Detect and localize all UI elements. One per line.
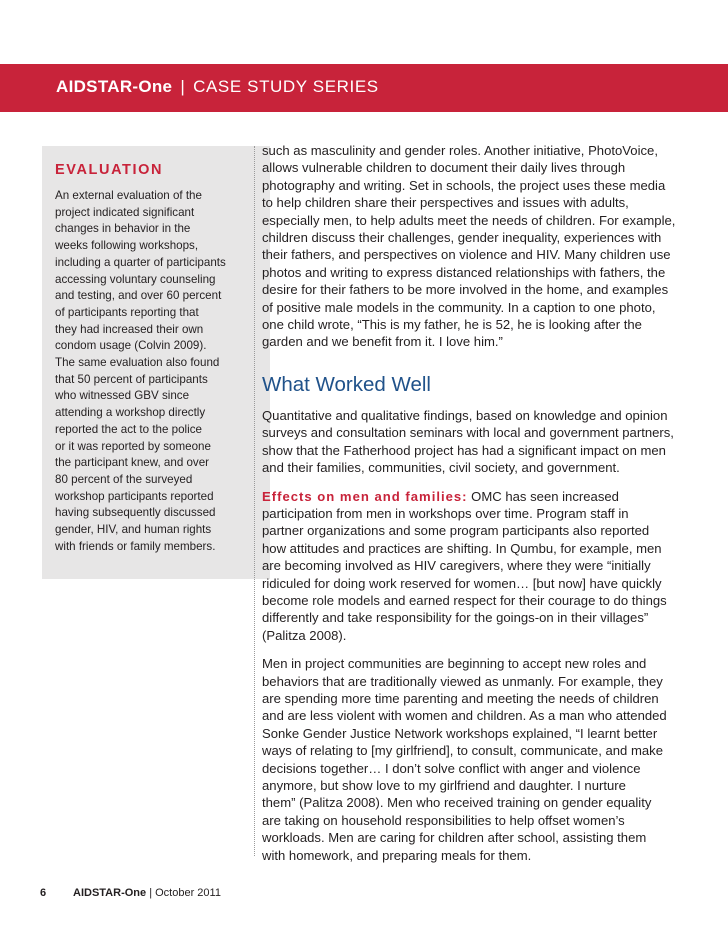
text-line: and are less violent with women and children. As a man who attended (262, 708, 667, 724)
sidebar-line: with friends or family members. (55, 539, 216, 553)
text-line: show that the Fatherhood project has had a significant impact on men (262, 442, 666, 458)
sidebar-line: they had increased their own (55, 322, 204, 336)
findings-paragraph (262, 407, 702, 477)
page-footer (40, 887, 221, 899)
sidebar-line: reported the act to the police (55, 422, 202, 436)
sidebar-line: and testing, and over 60 percent (55, 289, 222, 303)
sidebar-line: of participants reporting that (55, 305, 199, 319)
sidebar-line: or it was reported by someone (55, 439, 211, 453)
header-separator: | (180, 77, 186, 96)
text-line: how attitudes and practices are shifting. In Qumbu, for example, men (262, 540, 662, 556)
text-line: participation from men in workshops over time. Program staff in (262, 505, 629, 521)
text-line: desire for their fathers to be more involved in the home, and examples (262, 282, 669, 298)
sidebar-line: changes in behavior in the (55, 222, 191, 236)
effects-lead: OMC has seen increased (467, 488, 619, 504)
text-line: to help children share their perspectives and issues with adults, (262, 195, 629, 211)
sidebar-line: 80 percent of the surveyed (55, 472, 193, 486)
text-line: especially men, to help adults meet the needs of children. For example, (262, 212, 676, 228)
text-line: and their families, communities, civil society, and government. (262, 460, 620, 476)
sidebar-line: including a quarter of participants (55, 255, 226, 269)
text-line: become role models and earned respect for their courage to do things (262, 592, 667, 608)
text-line: Sonke Gender Justice Network workshops explained, “I learnt better (262, 725, 658, 741)
text-line: workloads. Men are caring for children after school, assisting them (262, 830, 647, 846)
text-line: ways of relating to [my girlfriend], to consult, communicate, and make (262, 743, 663, 759)
text-line: children discuss their challenges, gender inequality, experiences with (262, 230, 662, 246)
sidebar-body (55, 188, 265, 555)
sidebar-line: project indicated significant (55, 205, 195, 219)
main-column (262, 142, 702, 875)
intro-paragraph (262, 142, 702, 351)
header-brand: AIDSTAR-One (56, 77, 173, 96)
text-line: them” (Palitza 2008). Men who received training on gender equality (262, 795, 652, 811)
text-line: photos and writing to express distanced relationships with fathers, the (262, 264, 666, 280)
text-line: allows vulnerable children to document their daily lives through (262, 160, 626, 176)
page-number: 6 (40, 887, 47, 899)
sidebar-line: weeks following workshops, (55, 239, 199, 253)
text-line (262, 488, 702, 505)
sidebar-line: that 50 percent of participants (55, 372, 208, 386)
header-series: CASE STUDY SERIES (193, 77, 379, 96)
text-line: differently and take responsibility for the goings-on in their villages” (262, 610, 649, 626)
text-line: photography and writing. Set in schools, the project uses these media (262, 177, 666, 193)
text-line: of positive male models in the community. In a caption to one photo, (262, 299, 656, 315)
sidebar-title: EVALUATION (55, 162, 164, 178)
sidebar-line: the participant knew, and over (55, 456, 210, 470)
text-line: Men in project communities are beginning to accept new roles and (262, 656, 647, 672)
text-line: partner organizations and some program participants also reported (262, 523, 650, 539)
text-line: decisions together… I don’t solve conflict with anger and violence (262, 760, 641, 776)
sidebar-line: workshop participants reported (55, 489, 214, 503)
sidebar-line: The same evaluation also found (55, 356, 220, 370)
text-line: are spending more time parenting and meeting the needs of children (262, 690, 659, 706)
series-title (56, 77, 379, 97)
evaluation-sidebar (42, 146, 270, 579)
text-line: garden and we benefit from it. I love him.” (262, 334, 503, 350)
text-line: their fathers, and perspectives on violence and HIV. Many children use (262, 247, 671, 263)
text-line: such as masculinity and gender roles. Another initiative, PhotoVoice, (262, 143, 658, 158)
column-divider (254, 146, 255, 856)
sidebar-line: who witnessed GBV since (55, 389, 190, 403)
sidebar-line: attending a workshop directly (55, 406, 206, 420)
text-line: with homework, and preparing meals for them. (262, 847, 532, 863)
text-line: surveys and consultation seminars with local and government partners, (262, 425, 674, 441)
footer-separator: | (149, 887, 153, 899)
text-line: ridiculed for doing work reserved for women… [but now] have quickly (262, 575, 662, 591)
text-line: Quantitative and qualitative findings, based on knowledge and opinion (262, 407, 668, 423)
text-line: anymore, but show love to my girlfriend and daughter. I nurture (262, 778, 626, 793)
text-line: one child wrote, “This is my father, he is 52, he is looking after the (262, 317, 642, 333)
effects-paragraph (262, 488, 702, 645)
roles-paragraph (262, 655, 702, 864)
text-line: behaviors that are traditionally viewed as unmanly. For example, they (262, 673, 663, 689)
footer-brand: AIDSTAR-One (73, 887, 147, 899)
sidebar-line: An external evaluation of the (55, 189, 202, 202)
sidebar-line: gender, HIV, and human rights (55, 523, 212, 537)
sidebar-line: accessing voluntary counseling (55, 272, 216, 286)
header-banner (0, 64, 728, 112)
text-line: (Palitza 2008). (262, 627, 347, 643)
section-heading: What Worked Well (262, 372, 431, 396)
text-line: are taking on household responsibilities to help offset women’s (262, 812, 625, 828)
effects-subheading: Effects on men and families: (262, 488, 468, 504)
sidebar-line: having subsequently discussed (55, 506, 216, 520)
footer-date: October 2011 (155, 887, 221, 899)
text-line: are becoming involved as HIV caregivers, where they were “initially (262, 558, 651, 574)
sidebar-line: condom usage (Colvin 2009). (55, 339, 207, 353)
